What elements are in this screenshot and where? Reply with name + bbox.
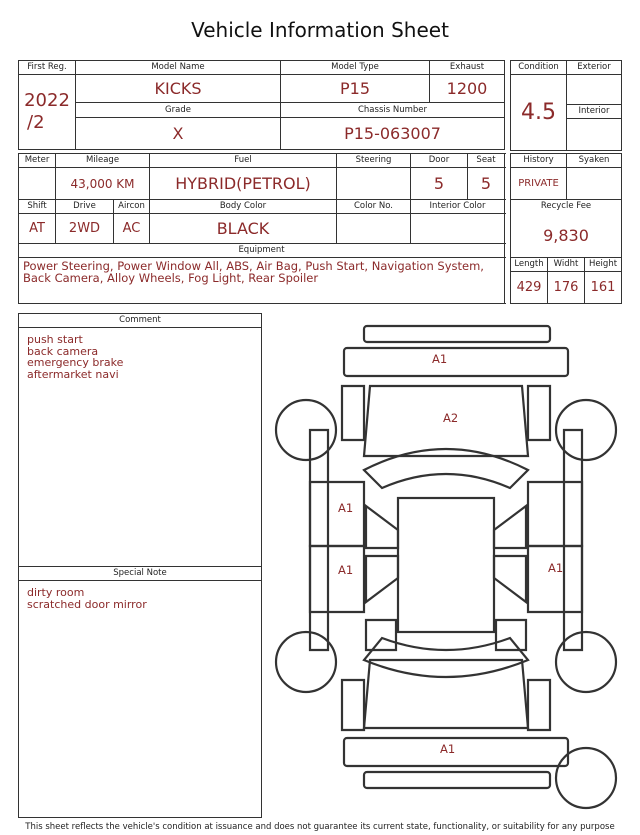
rear-window [364, 638, 528, 677]
recycle-label: Recycle Fee [511, 200, 622, 214]
width-value: 176 [548, 272, 585, 304]
comment-box [18, 313, 262, 567]
drive-value: 2WD [56, 214, 114, 244]
condition-value: 4.5 [511, 75, 567, 151]
length-value: 429 [511, 272, 548, 304]
exterior-value [567, 75, 622, 105]
front-right-fender [528, 386, 550, 440]
page-title: Vehicle Information Sheet [191, 18, 449, 42]
right-side-outer [564, 430, 582, 650]
front-top-bar [364, 326, 550, 342]
front-left-fender [342, 386, 364, 440]
right-rear-window [494, 556, 526, 602]
model-type-value: P15 [281, 75, 430, 103]
steering-value [337, 168, 411, 200]
fuel-value: HYBRID(PETROL) [150, 168, 337, 200]
body-color-value: BLACK [150, 214, 337, 244]
rear-left-wheel [276, 632, 336, 692]
damage-front-bumper: A1 [432, 352, 448, 366]
equipment-label: Equipment [19, 244, 505, 258]
right-rear-door [528, 546, 582, 612]
chassis-label: Chassis Number [281, 103, 505, 117]
damage-left-rear-door: A1 [338, 563, 354, 577]
interior-label: Interior [567, 105, 622, 119]
windshield [364, 449, 528, 488]
model-name-label: Model Name [76, 61, 281, 75]
length-label: Length [511, 258, 548, 272]
interior-value [567, 119, 622, 151]
door-value: 5 [411, 168, 468, 200]
equipment-cell [19, 258, 505, 304]
height-label: Height [585, 258, 622, 272]
first-reg-label: First Reg. [19, 61, 76, 75]
history-value: PRIVATE [511, 168, 567, 200]
note-line: dirty room [27, 586, 85, 599]
trunk-panel [364, 660, 528, 728]
chassis-value: P15-063007 [281, 117, 505, 149]
left-front-door [310, 482, 364, 546]
color-no-label: Color No. [337, 200, 411, 214]
meter-label: Meter [19, 154, 56, 168]
left-rear-window [366, 556, 398, 602]
interior-color-label: Interior Color [411, 200, 505, 214]
front-bumper-panel [344, 348, 568, 376]
exhaust-value: 1200 [430, 75, 505, 103]
exhaust-label: Exhaust [430, 61, 505, 75]
damage-left-front-door: A1 [338, 501, 354, 515]
color-no-value [337, 214, 411, 244]
comment-line: aftermarket navi [27, 367, 119, 381]
shift-label: Shift [19, 200, 56, 214]
damage-hood: A2 [443, 411, 459, 425]
comment-line: back camera [27, 344, 99, 358]
condition-label: Condition [511, 61, 567, 75]
history-label: History [511, 154, 567, 168]
left-pillar [366, 620, 396, 650]
right-front-door [528, 482, 582, 546]
door-label: Door [411, 154, 468, 168]
left-side-outer [310, 430, 328, 650]
exterior-label: Exterior [567, 61, 622, 75]
damage-rear-bumper: A1 [440, 742, 456, 756]
disclaimer-footer: This sheet reflects the vehicle's condition at issuance and does not guarantee its current state, functionality, or suitability for any purpose [25, 822, 615, 832]
shift-value: AT [19, 214, 56, 244]
aircon-label: Aircon [114, 200, 150, 214]
registration-table [18, 60, 505, 150]
spare-wheel [556, 748, 616, 808]
roof-panel [398, 498, 494, 632]
recycle-value: 9,830 [511, 214, 622, 258]
comment-label: Comment [19, 314, 261, 328]
aircon-value: AC [114, 214, 150, 244]
note-line: scratched door mirror [27, 597, 147, 611]
comment-line: emergency brake [27, 356, 124, 369]
right-pillar [496, 620, 526, 650]
width-label: Widht [548, 258, 585, 272]
rear-left-fender [342, 680, 364, 730]
body-color-label: Body Color [150, 200, 337, 214]
rear-right-wheel [556, 632, 616, 692]
meter-value [19, 168, 56, 200]
special-note-label: Special Note [19, 567, 261, 581]
rear-right-fender [528, 680, 550, 730]
height-value: 161 [585, 272, 622, 304]
right-front-window [494, 506, 526, 548]
drive-label: Drive [56, 200, 114, 214]
model-name-value: KICKS [76, 75, 281, 103]
damage-right-rear-door: A1 [548, 561, 564, 575]
special-note-list [19, 581, 261, 616]
mileage-label: Mileage [56, 154, 150, 168]
first-reg-month: /2 [27, 112, 45, 134]
interior-color-value [411, 214, 505, 244]
comment-line: push start [27, 333, 83, 346]
left-front-window [366, 506, 398, 548]
spec-table [18, 153, 505, 304]
special-note-box [18, 566, 262, 818]
first-reg-year: 2022 [24, 90, 70, 112]
grade-value: X [76, 117, 281, 149]
left-rear-door [310, 546, 364, 612]
rear-bottom-bar [364, 772, 550, 788]
syaken-label: Syaken [567, 154, 622, 168]
history-table [510, 153, 622, 304]
syaken-value [567, 168, 622, 200]
steering-label: Steering [337, 154, 411, 168]
comment-list [19, 328, 261, 386]
first-reg-value [19, 75, 76, 150]
equipment-value: Power Steering, Power Window All, ABS, Air Bag, Push Start, Navigation System, Back Camera, Alloy Wheels, Fog Light, Rear Spoiler [23, 259, 484, 285]
mileage-value: 43,000 KM [56, 168, 150, 200]
model-type-label: Model Type [281, 61, 430, 75]
seat-value: 5 [468, 168, 505, 200]
seat-label: Seat [468, 154, 505, 168]
condition-table [510, 60, 622, 151]
car-damage-diagram [270, 320, 630, 820]
fuel-label: Fuel [150, 154, 337, 168]
rear-bumper-panel [344, 738, 568, 766]
grade-label: Grade [76, 103, 281, 117]
